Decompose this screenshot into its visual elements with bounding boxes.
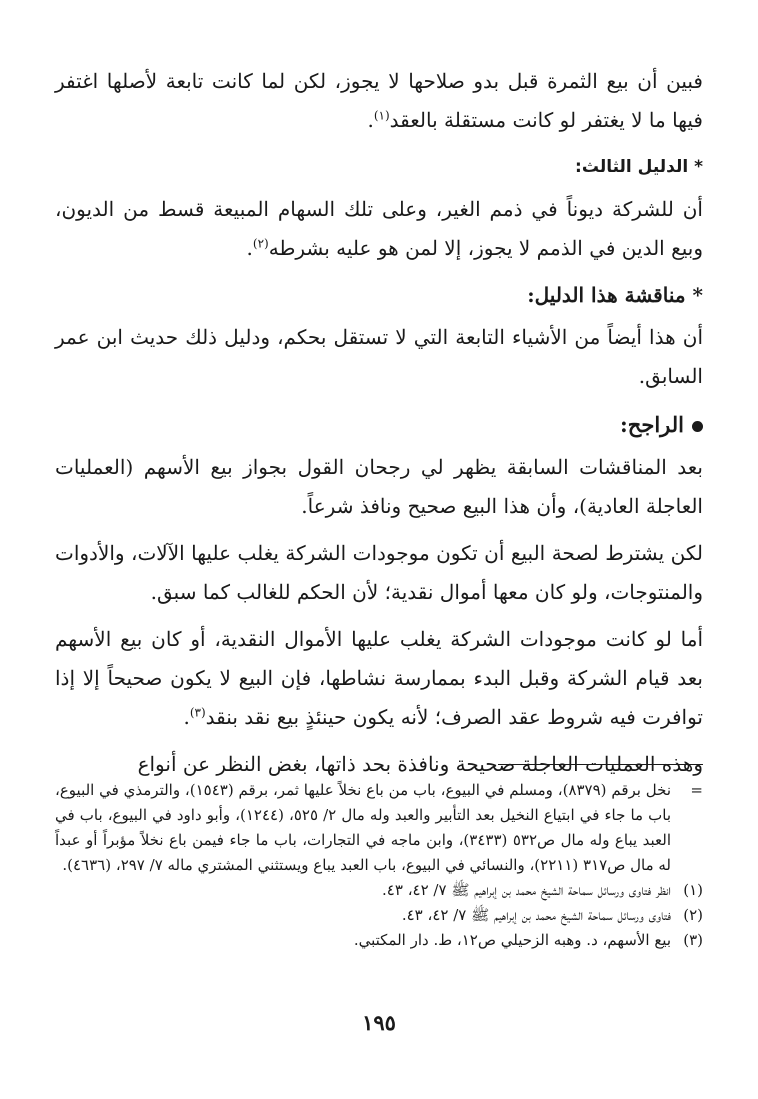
footnote-3: [55, 928, 703, 953]
paragraph-6-text: أما لو كانت موجودات الشركة يغلب عليها الأموال النقدية، أو كان بيع الأسهم بعد قيام الشركة وقبل البدء بممارسة نشاطها، فإن البيع لا يكون صحيحاً إلا إذا توافرت فيه شروط عقد الصرف؛ لأنه يكون حينئذٍ بيع نقد بنقد: [55, 627, 703, 729]
footnote-number: (١): [683, 881, 703, 899]
bullet-icon: [692, 421, 703, 432]
paragraph-1-end: .: [367, 108, 374, 132]
footnote-text: فتاوى ورسائل سماحة الشيخ محمد بن إبراهيم ﷺ ٧/ ٤٢، ٤٣.: [401, 906, 671, 924]
footnote-separator: [498, 764, 703, 765]
paragraph-6: [55, 620, 703, 737]
paragraph-2-text: أن للشركة ديوناً في ذمم الغير، وعلى تلك السهام المبيعة قسط من الديون، وبيع الدين في الذمم لا يجوز، إلا لمن هو عليه بشرطه: [55, 197, 703, 260]
continuation-text: نخل برقم (٨٣٧٩)، ومسلم في البيوع، باب من باع نخلاً عليها ثمر، برقم (١٥٤٣)، والترمذي في البيوع، باب ما جاء في ابتياع النخيل بعد التأبير والعبد وله مال ٢/ ٥٢٥، (١٢٤٤)، وأبو داود في البيوع، باب في العبد يباع وله مال ص٥٣٢ (٣٤٣٣)، وابن ماجه في التجارات، باب ما جاء فيمن باع نخلاً مؤبراً أو عبداً له مال ص٣١٧ (٢٢١١)، والنسائي في البيوع، باب العبد يباع ويستثني المشتري ماله ٧/ ٢٩٧، (٤٦٣٦).: [55, 781, 672, 874]
continuation-marker: =: [690, 781, 703, 799]
paragraph-2-end: .: [246, 236, 253, 260]
footnote-text: بيع الأسهم، د. وهبه الزحيلي ص١٢، ط. دار المكتبي.: [353, 931, 671, 949]
paragraph-4: بعد المناقشات السابقة يظهر لي رجحان القول بجواز بيع الأسهم (العمليات العاجلة العادية)، وأن هذا البيع صحيح ونافذ شرعاً.: [55, 455, 703, 518]
paragraph-7: وهذه العمليات العاجلة صحيحة ونافذة بحد ذاتها، بغض النظر عن أنواع: [137, 752, 703, 776]
footnote-ref-2[interactable]: (٢): [252, 236, 269, 251]
footnote-1: [55, 878, 703, 903]
heading-preferred: [55, 406, 703, 444]
paragraph-1: [55, 62, 703, 140]
heading-preferred-text: الراجح:: [620, 412, 684, 437]
footnote-continuation: [55, 778, 703, 878]
paragraph-3: أن هذا أيضاً من الأشياء التابعة التي لا تستقل بحكم، ودليل ذلك حديث ابن عمر السابق.: [55, 325, 703, 388]
footnote-ref-1[interactable]: (١): [373, 108, 390, 123]
footnote-2: [55, 903, 703, 928]
paragraph-6-end: .: [183, 705, 190, 729]
paragraph-1-text: فبين أن بيع الثمرة قبل بدو صلاحها لا يجوز، لكن لما كانت تابعة لأصلها اغتفر فيها ما لا يغتفر لو كانت مستقلة بالعقد: [55, 69, 703, 132]
page-number: ١٩٥: [362, 1010, 396, 1035]
footnote-ref-3[interactable]: (٣): [189, 705, 206, 720]
heading-third-evidence: * الدليل الثالث:: [575, 157, 703, 177]
paragraph-2: [55, 190, 703, 268]
footnote-text: انظر فتاوى ورسائل سماحة الشيخ محمد بن إبراهيم ﷺ ٧/ ٤٢، ٤٣.: [382, 881, 671, 899]
main-text: [55, 62, 703, 792]
footnotes: [55, 778, 703, 953]
paragraph-5: لكن يشترط لصحة البيع أن تكون موجودات الشركة يغلب عليها الآلات، والأدوات والمنتوجات، ولو كان معها أموال نقدية؛ لأن الحكم للغالب كما سبق.: [55, 541, 703, 604]
footnote-number: (٢): [683, 906, 703, 924]
footnote-number: (٣): [683, 931, 703, 949]
heading-discussion: * مناقشة هذا الدليل:: [527, 283, 703, 307]
